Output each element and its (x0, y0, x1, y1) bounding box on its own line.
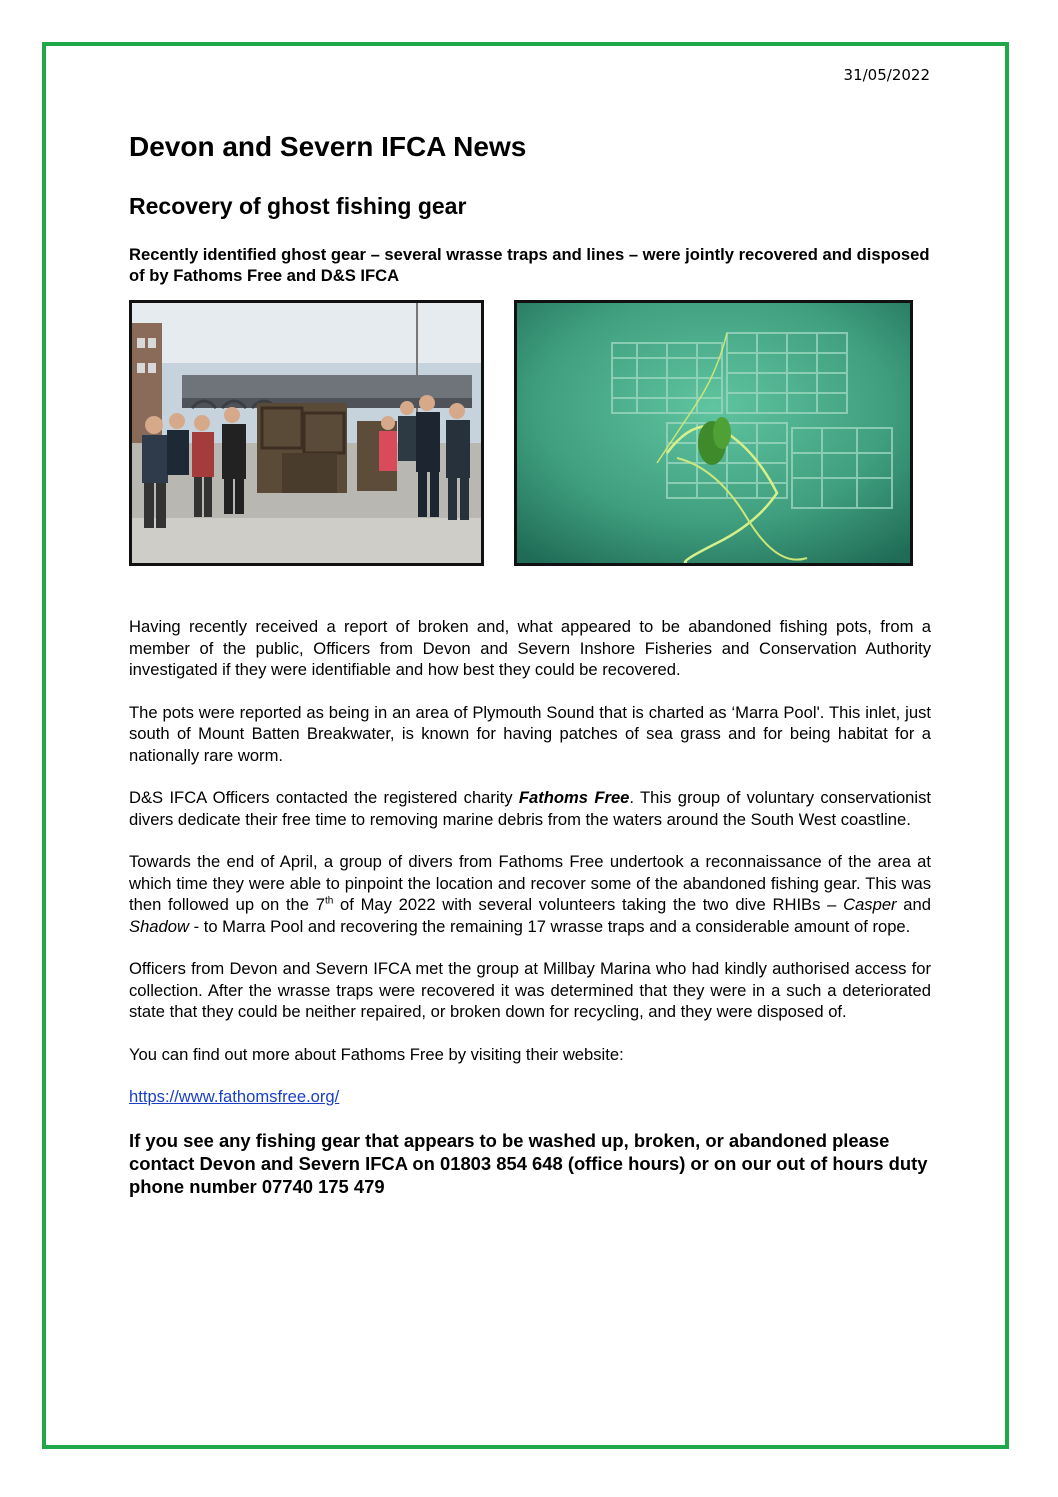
paragraph-4 (129, 851, 931, 937)
paragraph-3 (129, 787, 931, 830)
article-lede: Recently identified ghost gear – several wrasse traps and lines – were jointly recovered and disposed of by Fathoms Free and D&S IFCA (129, 245, 930, 285)
photo-underwater-traps (514, 300, 913, 566)
underwater-traps-image (517, 303, 910, 563)
website-paragraph (129, 1086, 931, 1108)
article (129, 130, 931, 1198)
photo-divers-group (129, 300, 484, 566)
paragraph-4-end: - to Marra Pool and recovering the remaining 17 wrasse traps and a considerable amount of rope. (188, 916, 911, 936)
ordinal-suffix: th (324, 895, 334, 907)
paragraph-6: You can find out more about Fathoms Free by visiting their website: (129, 1044, 624, 1064)
paragraph-3-end: . This group of voluntary conservationist divers dedicate their free time to removing marine debris from the waters around the South West coastline. (129, 788, 932, 829)
article-title: Recovery of ghost fishing gear (129, 193, 467, 219)
paragraph-3-start: D&S IFCA Officers contacted the registered charity (129, 788, 519, 807)
boat-name-casper: Casper (843, 895, 897, 914)
charity-name: Fathoms Free (518, 788, 630, 807)
paragraph-4-start: Towards the end of April, a group of divers from Fathoms Free undertook a reconnaissance of the area at which time they were able to pinpoint the location and recover some of the abandoned fishing gear. This was then followed up on the 7 (129, 852, 931, 914)
paragraph-2: The pots were reported as being in an area of Plymouth Sound that is charted as ‘Marra Pool'. This inlet, just south of Mount Batten Breakwater, is known for having patches of sea grass and for being habitat for a nationally rare worm. (129, 702, 931, 765)
paragraph-1: Having recently received a report of broken and, what appeared to be abandoned fishing pots, from a member of the public, Officers from Devon and Severn Inshore Fisheries and Conservation Authority investigated if they were identifiable and how best they could be recovered. (129, 617, 931, 679)
website-link[interactable]: https://www.fathomsfree.org/ (129, 1087, 340, 1106)
boat-name-shadow: Shadow (129, 916, 189, 936)
contact-callout: If you see any fishing gear that appears to be washed up, broken, or abandoned please contact Devon and Severn IFCA on 01803 854 648 (office hours) or on our out of hours duty phone number 07740 175 479 (129, 1129, 928, 1197)
paragraph-4-and: and (896, 895, 931, 914)
photo-row (129, 300, 931, 568)
divers-group-image (132, 303, 481, 563)
paragraph-4-middle: of May 2022 with several volunteers taking the two dive RHIBs – (333, 895, 844, 914)
document-date: 31/05/2022 (843, 66, 930, 84)
paragraph-5: Officers from Devon and Severn IFCA met the group at Millbay Marina who had kindly authorised access for collection. After the wrasse traps were recovered it was determined that they were in a such a deteriorated state that they could be neither repaired, or broken down for recycling, and they were disposed of. (129, 959, 931, 1021)
page-title: Devon and Severn IFCA News (129, 131, 527, 162)
